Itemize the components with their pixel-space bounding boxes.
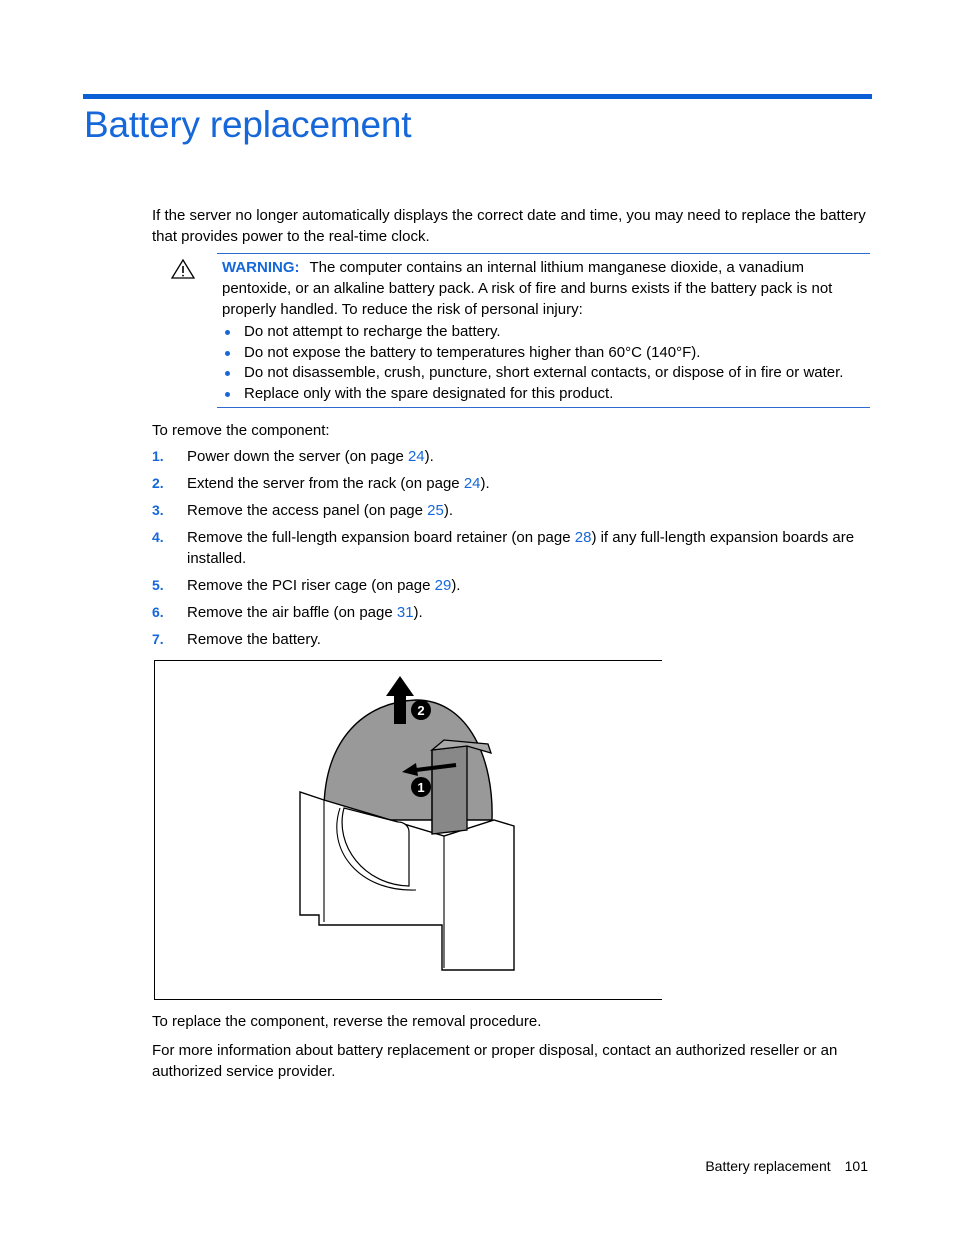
step-text: Remove the battery. (187, 631, 321, 648)
step-number: 5. (152, 577, 164, 593)
step-number: 2. (152, 475, 164, 491)
more-info-paragraph: For more information about battery replacement or proper disposal, contact an authorized reseller or an authorized service provider. (152, 1042, 838, 1080)
replace-paragraph: To replace the component, reverse the removal procedure. (152, 1013, 542, 1030)
step-number: 3. (152, 502, 164, 518)
step-text-end: ). (451, 577, 461, 594)
warning-text (222, 257, 862, 320)
title-rule (83, 94, 872, 99)
step-text: Remove the access panel (on page (187, 502, 428, 519)
step-number: 1. (152, 448, 164, 464)
remove-intro: To remove the component: (152, 422, 330, 439)
step-text: Power down the server (on page (187, 448, 408, 465)
step-text-end: ). (480, 475, 490, 492)
removal-steps (152, 446, 872, 656)
step-number: 7. (152, 631, 164, 647)
step-number: 6. (152, 604, 164, 620)
warning-bullet: Do not disassemble, crush, puncture, short external contacts, or dispose of in fire or water. (222, 363, 867, 384)
step-item (152, 575, 872, 596)
warning-bullet-list (222, 322, 867, 404)
warning-bullet: Do not attempt to recharge the battery. (222, 322, 867, 343)
intro-paragraph: If the server no longer automatically displays the correct date and time, you may need to replace the battery that provides power to the real-time clock. (152, 207, 866, 245)
warning-bullet: Do not expose the battery to temperatures higher than 60°C (140°F). (222, 343, 867, 364)
callout-1-label: 1 (417, 780, 425, 795)
page-link[interactable]: 25 (427, 502, 444, 519)
step-text: Remove the full-length expansion board retainer (on page (187, 529, 575, 546)
step-item (152, 500, 872, 521)
step-number: 4. (152, 529, 164, 545)
callout-2-label: 2 (417, 703, 425, 718)
step-text: Remove the air baffle (on page (187, 604, 397, 621)
page-link[interactable]: 24 (463, 475, 481, 492)
warning-body: The computer contains an internal lithium manganese dioxide, a vanadium pentoxide, or an alkaline battery pack. A risk of fire and burns exists if the battery pack is not properly handled. To reduce the risk of personal injury: (222, 259, 833, 318)
warning-label: WARNING: (222, 259, 300, 276)
lift-arrow (394, 694, 406, 724)
page-link[interactable]: 24 (407, 448, 425, 465)
step-text-end: ) if any full-length expansion boards are installed. (187, 529, 855, 567)
page-link[interactable]: 31 (396, 604, 414, 621)
step-text-end: ). (413, 604, 423, 621)
retaining-clip (432, 746, 467, 834)
step-item (152, 602, 872, 623)
warning-bullet: Replace only with the spare designated for this product. (222, 384, 867, 405)
step-text: Extend the server from the rack (on page (187, 475, 464, 492)
step-text: Remove the PCI riser cage (on page (187, 577, 435, 594)
step-text-end: ). (443, 502, 454, 519)
step-item (152, 629, 872, 650)
warning-triangle-icon (170, 258, 196, 280)
page-footer (600, 1158, 868, 1174)
page-link[interactable]: 28 (574, 529, 592, 546)
step-item (152, 527, 872, 569)
step-text-end: ). (424, 448, 434, 465)
battery-removal-illustration (154, 660, 661, 998)
page-title: Battery replacement (84, 104, 412, 145)
footer-page-number: 101 (844, 1158, 868, 1174)
footer-section: Battery replacement (705, 1158, 831, 1174)
step-item (152, 446, 872, 467)
step-item (152, 473, 872, 494)
page-link[interactable]: 29 (434, 577, 452, 594)
